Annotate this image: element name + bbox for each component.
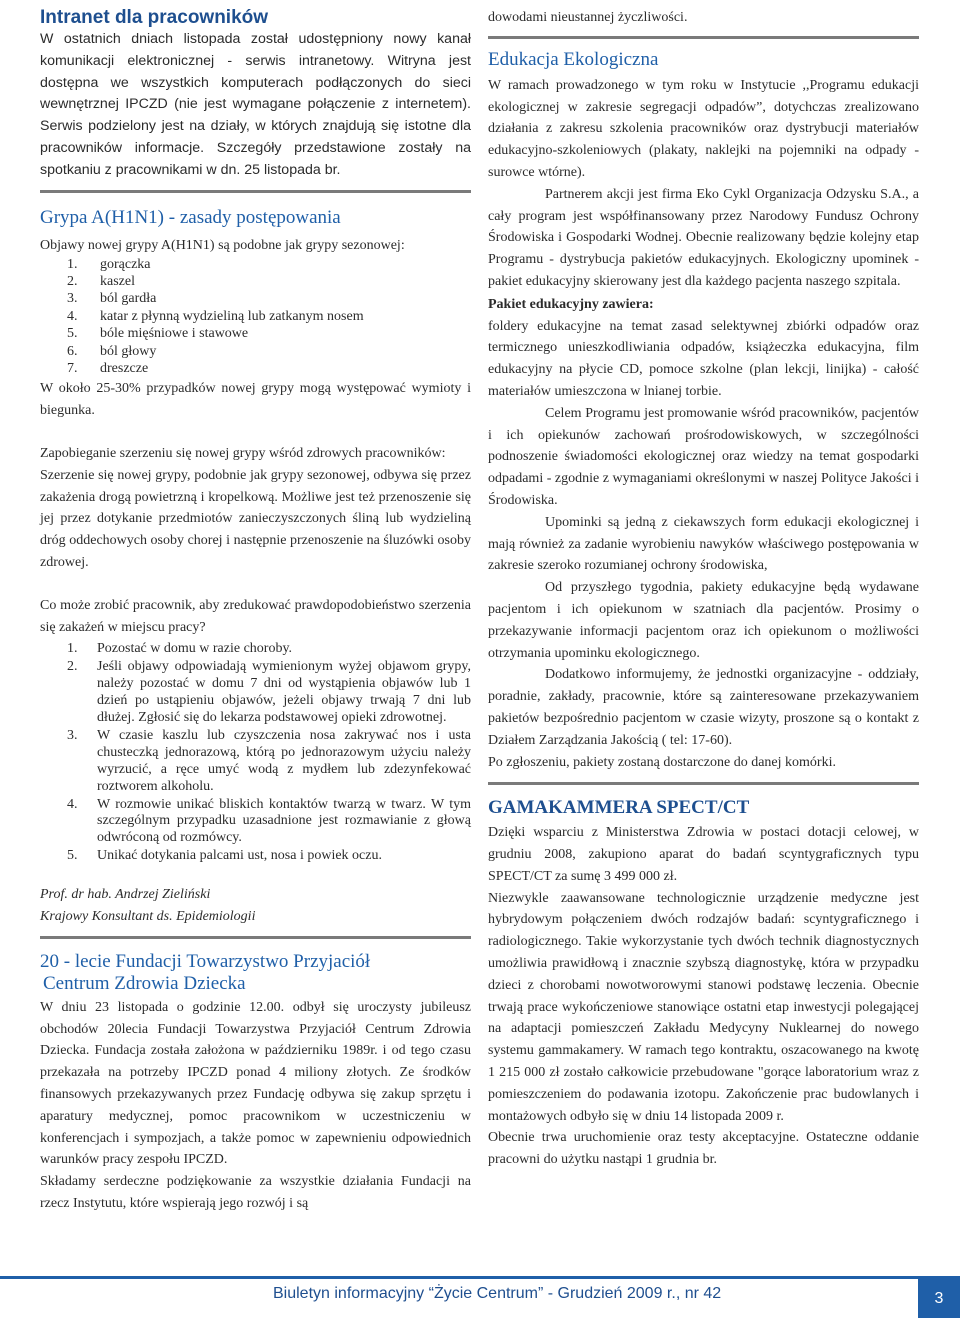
symptom-item: [40, 360, 471, 377]
footer-text: Biuletyn informacyjny “Życie Centrum” - Grudzień 2009 r., nr 42: [273, 1285, 722, 1302]
symptom-text: ból gardła: [100, 291, 157, 307]
foundation-body: W dniu 23 listopada o godzinie 12.00. odbył się uroczysty jubileusz obchodów 20lecia Fundacji Towarzystwa Przyjaciół Centrum Zdrowia Dziecka. Fundacja została założona w październiku 1989r. i od tego czasu przekazała na potrzeby IPCZD ponad 4 miliony złotych. Ze środków finansowych przekazywanych przez Fundację odbywa się zakup sprzętu i aparatury medycznej, pomoc pracownikom w uczestniczeniu w konferencjach i sympozjach, a także pomoc w zapewnieniu odpowiednich warunków pracy zespołu IPCZD.: [40, 999, 471, 1168]
symptom-text: dreszcze: [100, 361, 149, 377]
prevention-title: Zapobieganie szerzeniu się nowej grypy wśród zdrowych pracowników:: [40, 446, 446, 462]
step-number: 3.: [67, 727, 78, 743]
eco-heading: Edukacja Ekologiczna: [488, 48, 659, 70]
step-text: Unikać dotykania palcami ust, nosa i powiek oczu.: [97, 848, 382, 864]
symptom-number: 7.: [67, 361, 78, 377]
symptom-text: kaszel: [100, 273, 135, 289]
package-label: Pakiet edukacyjny zawiera:: [488, 296, 654, 312]
eco-p6: Od przyszłego tygodnia, pakiety edukacyjne będą wydawane pacjentom i ich opiekunom w szatniach dla pacjentów. Prosimy o przekazywanie informacji pacjentom oraz ich opiekunom o możliwości otrzymania upominku ekologicznego.: [488, 580, 919, 661]
left-column: [40, 0, 471, 1215]
symptom-item: [40, 256, 471, 273]
right-column: [488, 0, 919, 1171]
section-divider: [488, 782, 919, 785]
gamma-p2: Niezwykle zaawansowane technologicznie urządzenie medyczne jest hybrydowym połączeniem dwóch rodzajów badań: scyntygraficznego i radiologicznego. Takie wykorzystanie tych dwóch technik diagnostycznych umożliwia prawidłową i znacznie szybszą diagnostykę, która w przypadku dzieci z chorobami nowotworowymi stanowi podstawę leczenia. Obecnie trwają prace wykończeniowe stanowiące ostatni etap inwestycji polegającej na adaptacji pomieszczeń Zakładu Medycyny Nuklearnej do nowego systemu gammakamery. W ramach tego kontraktu, oszacowanego na kwotę 1 215 000 zł zostało całkowicie przebudowane "gorące laboratorium wraz z pomieszczeniem do podawania izotopu. Zakończenie prac budowlanych i montażowych odbyło się w dniu 14 listopada 2009 r.: [488, 890, 919, 1124]
step-item: [40, 797, 471, 848]
step-text: W rozmowie unikać bliskich kontaktów twarzą w twarz. W tym szczególnym przypadku uzasadnione jest rozmawianie z głową odwróconą od rozmówcy.: [97, 796, 471, 846]
symptom-number: 6.: [67, 343, 78, 359]
intranet-body: W ostatnich dniach listopada został udostępniony nowy kanał komunikacji elektronicznej - serwis intranetowy. Witryna jest dostępna we wszystkich komputerach podłączonych do sieci wewnętrznej IPCZD (nie jest wymagane połączenie z internetem). Serwis podzielony jest na działy, w których znajdują się istotne dla pracowników informacje. Szczegóły przedstawione zostały na spotkaniu z pracownikami w dn. 25 listopada br.: [40, 31, 471, 178]
page-footer: [0, 1276, 960, 1318]
eco-p4: Celem Programu jest promowanie wśród pracowników, pacjentów i ich opiekunów zachowań prośrodowiskowych, w szczególności podnoszenie świadomości ekologicznej oraz wiedzy na temat gospodarki odpadami - zgodnie z wymaganiami określonymi w naszej Polityce Jakości i Środowiska.: [488, 405, 919, 508]
foundation-thanks: Składamy serdeczne podziękowanie za wszystkie działania Fundacji na rzecz Instytutu, które wspierają jego rozwój i są: [40, 1174, 471, 1211]
step-item: [40, 848, 471, 865]
flu-heading: Grypa A(H1N1) - zasady postępowania: [40, 206, 341, 228]
section-divider: [488, 36, 919, 39]
symptom-item: [40, 273, 471, 290]
step-list: [40, 641, 471, 865]
flu-intro: Objawy nowej grypy A(H1N1) są podobne jak grypy sezonowej:: [40, 237, 405, 253]
symptom-item: [40, 343, 471, 360]
gamma-p1: Dzięki wsparciu z Ministerstwa Zdrowia w postaci dotacji celowej, w grudniu 2008, zakupiono aparat do badań scyntygraficznych typu SPECT/CT za sumę 3 499 000 zł.: [488, 825, 919, 884]
section-divider: [40, 936, 471, 939]
symptom-text: gorączka: [100, 256, 151, 272]
section-divider: [40, 190, 471, 193]
step-text: W czasie kaszlu lub czyszczenia nosa zakrywać nos i usta chusteczką jednorazową, którą po jednorazowym użyciu należy wyrzucić, a ręce umyć wodą z mydłem lub zdezynfekować roztworem alkoholu.: [97, 727, 471, 794]
symptom-item: [40, 325, 471, 342]
symptom-list: [40, 256, 471, 378]
step-number: 2.: [67, 659, 78, 675]
step-text: Jeśli objawy odpowiadają wymienionym wyżej objawom grypy, należy pozostać w domu 7 dni od wystąpienia objawów lub 1 dzień po ustąpieniu objawów, jeżeli objawy trwają 7 dni lub dłużej. Zgłosić się do lekarza podstawowej opieki zdrowotnej.: [97, 659, 471, 726]
eco-p7: Dodatkowo informujemy, że jednostki organizacyjne - oddziały, poradnie, zakłady, pracownie, które są zainteresowane przekazywaniem pakietów bezpośrednio pacjentom w czasie wizyty, proszone są o kontakt z Działem Zarządzania Jakością ( tel: 17-60).: [488, 667, 919, 748]
page-number: 3: [918, 1279, 960, 1318]
symptom-text: katar z płynną wydzieliną lub zatkanym nosem: [100, 308, 364, 324]
step-text: Pozostać w domu w razie choroby.: [97, 641, 293, 657]
symptom-number: 5.: [67, 326, 78, 342]
step-number: 1.: [67, 641, 78, 657]
flu-question: Co może zrobić pracownik, aby zredukować prawdopodobieństwo szerzenia się zakażeń w miejscu pracy?: [40, 597, 471, 635]
symptom-item: [40, 290, 471, 307]
symptom-text: bóle mięśniowe i stawowe: [100, 326, 249, 342]
footer-band: [0, 1276, 960, 1279]
symptom-number: 2.: [67, 273, 78, 289]
prevention-body: Szerzenie się nowej grypy, podobnie jak grypy sezonowej, odbywa się przez zakażenia drogą powietrzną i kropelkową. Możliwe jest też przenoszenie się jej przez dotykanie przedmiotów zanieczyszczonych śliną lub wydzieliną dróg oddechowych osoby chorej i następnie przenoszenie na śluzówki osoby zdrowej.: [40, 467, 471, 570]
eco-p5: Upominki są jedną z ciekawszych form edukacji ekologicznej i mają również za zadanie wyrobieniu nawyków właściwego postępowania w zakresie szeroko rozumianej ochrony środowiska,: [488, 514, 919, 574]
gamma-heading: GAMAKAMMERA SPECT/CT: [488, 797, 750, 819]
step-item: [40, 659, 471, 727]
foundation-heading-line2: Centrum Zdrowia Dziecka: [43, 972, 246, 994]
author-role: Krajowy Konsultant ds. Epidemiologii: [40, 908, 256, 924]
step-number: 5.: [67, 848, 78, 864]
symptom-number: 1.: [67, 256, 78, 272]
eco-p8: Po zgłoszeniu, pakiety zostaną dostarczone do danej komórki.: [488, 754, 836, 770]
step-item: [40, 728, 471, 796]
foundation-heading-line1: 20 - lecie Fundacji Towarzystwo Przyjaciół: [40, 950, 371, 972]
intranet-heading: Intranet dla pracowników: [40, 7, 269, 28]
symptom-item: [40, 308, 471, 325]
gamma-p3: Obecnie trwa uruchomienie oraz testy akceptacyjne. Ostateczne oddanie pracowni do użytku nastąpi 1 grudnia br.: [488, 1130, 919, 1168]
symptom-text: ból głowy: [100, 343, 157, 359]
symptom-number: 3.: [67, 291, 78, 307]
symptom-number: 4.: [67, 308, 78, 324]
flu-symptoms-note: W około 25-30% przypadków nowej grypy mogą występować wymioty i biegunka.: [40, 381, 471, 419]
continuation-text: dowodami nieustannej życzliwości.: [488, 10, 688, 25]
step-number: 4.: [67, 796, 78, 812]
eco-p1: W ramach prowadzonego w tym roku w Instytucie ,,Programu edukacji ekologicznej w zakresie segregacji odpadów”, dotychczas zrealizowano działania z zakresu szkolenia pracowników oraz dystrybucji materiałów edukacyjno-szkoleniowych (plakaty, naklejki na pojemniki na odpady - surowce wtórne).: [488, 77, 919, 180]
eco-p3: foldery edukacyjne na temat zasad selektywnej zbiórki odpadów oraz termicznego unieszkodliwiania odpadów, książeczka edukacyjna, film edukacyjny na płycie CD, pomoce szkolne (plan lekcji, linijka) - całość materiałów umieszczona w lnianej torbie.: [488, 318, 919, 399]
step-item: [40, 641, 471, 658]
author-name: Prof. dr hab. Andrzej Zieliński: [40, 887, 211, 903]
eco-p2: Partnerem akcji jest firma Eko Cykl Organizacja Odzysku S.A., a cały program jest współfinansowany przez Narodowy Fundusz Ochrony Środowiska i Gospodarki Wodnej. Obecnie realizowany będzie kolejny etap Programu - dystrybucja pakietów edukacyjnych. Ekologiczny upominek - pakiet edukacyjny skierowany jest dla każdego pacjenta naszego szpitala.: [488, 186, 919, 289]
